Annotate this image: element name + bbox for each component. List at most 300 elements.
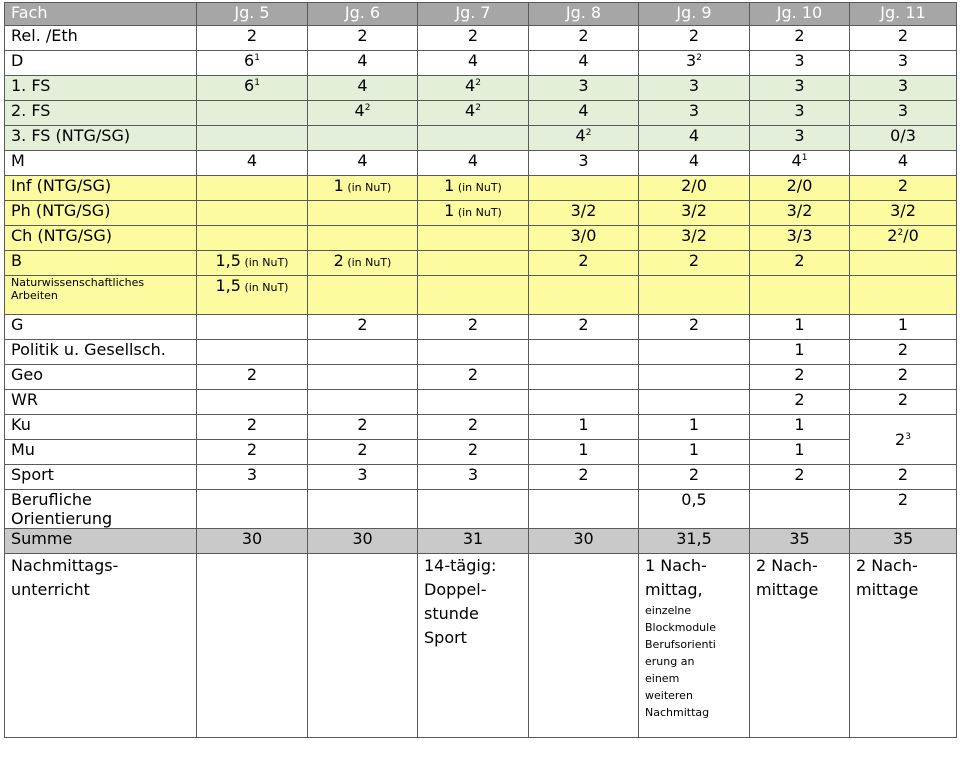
cell-value: 1 xyxy=(897,315,909,334)
value-cell xyxy=(639,51,750,76)
value-cell xyxy=(639,226,750,251)
value-cell xyxy=(197,101,308,126)
value-cell xyxy=(197,201,308,226)
cell-value: 3/0 xyxy=(570,226,597,245)
value-cell xyxy=(750,76,850,101)
small-text-line: Berufsorienti xyxy=(645,638,716,651)
cell-value: 2 xyxy=(357,26,368,45)
nachmittag-jg6 xyxy=(308,554,418,738)
small-text-line: einzelne xyxy=(645,604,692,617)
value-cell xyxy=(308,101,418,126)
footnote-marker: 1 xyxy=(254,53,260,63)
value-cell xyxy=(639,365,750,390)
table-row xyxy=(5,176,957,201)
subject-cell: Ku xyxy=(5,415,197,440)
summe-value: 35 xyxy=(750,529,850,554)
cell-value: 3/2 xyxy=(890,201,916,220)
value-cell xyxy=(197,440,308,465)
cell-value: 2 xyxy=(246,26,258,45)
value-cell xyxy=(850,51,957,76)
value-cell xyxy=(750,226,850,251)
value-cell xyxy=(308,76,418,101)
cell-value: 1 xyxy=(794,440,805,459)
cell-value: 4 xyxy=(575,126,586,145)
value-cell xyxy=(639,490,750,529)
value-cell xyxy=(850,465,957,490)
header-jg8: Jg. 8 xyxy=(529,3,639,26)
cell-value: 4 xyxy=(791,151,802,170)
cell-value: 2 xyxy=(897,490,909,509)
value-cell xyxy=(418,126,529,151)
cell-value: 2 xyxy=(357,440,368,459)
cell-value: 3 xyxy=(688,76,700,95)
cell-value: 2 xyxy=(897,176,909,195)
cell-value: 1 xyxy=(794,415,805,434)
cell-value: 2 xyxy=(578,26,589,45)
value-cell xyxy=(308,276,418,315)
value-cell xyxy=(197,340,308,365)
cell-value: 3 xyxy=(578,76,589,95)
cell-value: 3 xyxy=(686,51,697,70)
value-cell xyxy=(639,251,750,276)
value-cell xyxy=(529,440,639,465)
cell-suffix: /0 xyxy=(903,226,919,245)
value-cell xyxy=(529,76,639,101)
subject-cell: Politik u. Gesellsch. xyxy=(5,340,197,365)
cell-value: 3/2 xyxy=(681,226,707,245)
cell-value: 3 xyxy=(357,465,368,484)
cell-value: 4 xyxy=(688,126,700,145)
value-cell xyxy=(308,365,418,390)
table-row xyxy=(5,340,957,365)
header-jg5: Jg. 5 xyxy=(197,3,308,26)
value-cell xyxy=(418,390,529,415)
value-cell xyxy=(197,126,308,151)
small-text-line: einem xyxy=(645,672,680,685)
value-cell xyxy=(639,440,750,465)
subject-cell: Naturwissenschaftliches Arbeiten xyxy=(5,276,197,315)
value-cell xyxy=(308,151,418,176)
value-cell xyxy=(308,390,418,415)
value-cell xyxy=(418,340,529,365)
value-cell xyxy=(529,465,639,490)
cell-value: 2 xyxy=(467,26,479,45)
value-cell xyxy=(639,151,750,176)
cell-value: 4 xyxy=(578,101,589,120)
value-cell xyxy=(639,201,750,226)
cell-value: 2 xyxy=(578,465,589,484)
nachmittag-jg5 xyxy=(197,554,308,738)
cell-value: 2 xyxy=(467,315,479,334)
cell-value: 3 xyxy=(794,101,805,120)
cell-value: 2 xyxy=(897,340,909,359)
subject-cell: Geo xyxy=(5,365,197,390)
value-cell xyxy=(418,415,529,440)
cell-value: 1 xyxy=(794,315,805,334)
subject-cell: 1. FS xyxy=(5,76,197,101)
cell-value: 2 xyxy=(688,465,700,484)
summe-value: 35 xyxy=(850,529,957,554)
summe-value: 30 xyxy=(529,529,639,554)
footnote-marker: 1 xyxy=(254,78,260,88)
footnote-marker: 1 xyxy=(801,153,808,163)
value-cell xyxy=(418,151,529,176)
value-cell xyxy=(850,26,957,51)
footnote-marker: 2 xyxy=(696,53,702,63)
table-row xyxy=(5,365,957,390)
value-cell xyxy=(197,390,308,415)
cell-value: 2 xyxy=(688,251,700,270)
cell-value: 2 xyxy=(794,251,805,270)
cell-value: 2 xyxy=(897,390,909,409)
cell-value: 2/0 xyxy=(786,176,813,195)
value-cell xyxy=(750,201,850,226)
cell-value: 4 xyxy=(357,151,368,170)
cell-value: 2 xyxy=(794,365,805,384)
value-cell xyxy=(308,440,418,465)
nachmittag-jg9 xyxy=(639,554,750,738)
cell-value: 0/3 xyxy=(890,126,916,145)
value-cell xyxy=(750,126,850,151)
text-line: mittage xyxy=(856,580,919,599)
value-cell xyxy=(850,126,957,151)
header-row xyxy=(5,3,957,26)
value-cell xyxy=(750,276,850,315)
value-cell xyxy=(418,490,529,529)
value-cell xyxy=(308,490,418,529)
small-text-line: Nachmittag xyxy=(645,706,710,719)
cell-value: 3/3 xyxy=(786,226,813,245)
summe-label: Summe xyxy=(5,529,197,554)
value-cell xyxy=(197,176,308,201)
cell-value: 3 xyxy=(897,51,909,70)
footnote-marker: 2 xyxy=(475,78,481,88)
value-cell xyxy=(197,226,308,251)
value-cell xyxy=(418,201,529,226)
cell-value: 2 xyxy=(688,315,700,334)
value-cell xyxy=(850,276,957,315)
value-cell xyxy=(639,276,750,315)
value-cell xyxy=(750,176,850,201)
text-line: unterricht xyxy=(11,580,90,599)
table-row xyxy=(5,26,957,51)
value-cell xyxy=(529,151,639,176)
table-row xyxy=(5,226,957,251)
value-cell xyxy=(639,26,750,51)
cell-value: 2 xyxy=(887,226,898,245)
cell-value: 1,5 xyxy=(215,251,241,270)
cell-value: 3/2 xyxy=(786,201,813,220)
cell-value: 2 xyxy=(357,315,368,334)
value-cell xyxy=(197,251,308,276)
cell-note: (in NuT) xyxy=(240,256,289,269)
summe-value: 30 xyxy=(308,529,418,554)
cell-value: 3 xyxy=(794,126,805,145)
cell-value: 2 xyxy=(357,415,368,434)
cell-value: 1 xyxy=(794,340,805,359)
value-cell xyxy=(308,340,418,365)
cell-value: 6 xyxy=(244,76,255,95)
cell-value: 1 xyxy=(578,415,589,434)
value-cell xyxy=(750,26,850,51)
table-row xyxy=(5,51,957,76)
value-cell xyxy=(750,390,850,415)
value-cell xyxy=(418,440,529,465)
cell-value: 1 xyxy=(444,176,455,195)
subject-cell: Inf (NTG/SG) xyxy=(5,176,197,201)
summe-value: 31,5 xyxy=(639,529,750,554)
header-jg11: Jg. 11 xyxy=(850,3,957,26)
value-cell xyxy=(850,176,957,201)
subject-cell: B xyxy=(5,251,197,276)
cell-value: 2 xyxy=(246,440,258,459)
table-row xyxy=(5,465,957,490)
cell-note: (in NuT) xyxy=(454,181,502,194)
table-row xyxy=(5,151,957,176)
value-cell xyxy=(639,76,750,101)
value-cell xyxy=(308,201,418,226)
value-cell xyxy=(850,340,957,365)
table-row xyxy=(5,276,957,315)
cell-value: 2 xyxy=(895,430,906,449)
subject-cell: WR xyxy=(5,390,197,415)
nachmittag-jg10 xyxy=(750,554,850,738)
text-line: Sport xyxy=(424,628,467,647)
cell-value: 4 xyxy=(357,51,368,70)
value-cell xyxy=(639,340,750,365)
value-cell xyxy=(308,415,418,440)
value-cell xyxy=(418,176,529,201)
cell-value: 2 xyxy=(467,440,479,459)
value-cell xyxy=(529,276,639,315)
subject-cell: Sport xyxy=(5,465,197,490)
value-cell xyxy=(308,51,418,76)
cell-value: 1 xyxy=(578,440,589,459)
cell-value: 4 xyxy=(897,151,909,170)
value-cell xyxy=(308,251,418,276)
value-cell xyxy=(639,126,750,151)
value-cell xyxy=(418,51,529,76)
value-cell xyxy=(850,365,957,390)
cell-value: 2 xyxy=(897,26,909,45)
value-cell xyxy=(197,315,308,340)
nachmittag-row xyxy=(5,554,957,738)
small-text-line: weiteren xyxy=(645,689,693,702)
cell-value: 3/2 xyxy=(681,201,707,220)
cell-value: 2 xyxy=(897,365,909,384)
value-cell xyxy=(529,26,639,51)
value-cell xyxy=(750,490,850,529)
value-cell xyxy=(418,226,529,251)
subject-cell: G xyxy=(5,315,197,340)
subject-cell: Mu xyxy=(5,440,197,465)
cell-value: 2 xyxy=(246,415,258,434)
text-line: mittag, xyxy=(645,580,703,599)
stundentafel-table xyxy=(4,2,957,738)
subject-cell: Ch (NTG/SG) xyxy=(5,226,197,251)
cell-value: 2 xyxy=(794,390,805,409)
cell-value: 4 xyxy=(688,151,700,170)
value-cell xyxy=(529,176,639,201)
text-line: stunde xyxy=(424,604,479,623)
cell-value: 3/2 xyxy=(570,201,597,220)
cell-value: 2 xyxy=(578,315,589,334)
value-cell xyxy=(529,126,639,151)
small-text-line: Blockmodule xyxy=(645,621,716,634)
value-cell xyxy=(850,151,957,176)
footnote-marker: 2 xyxy=(364,103,371,113)
cell-value: 4 xyxy=(465,101,476,120)
value-cell xyxy=(418,465,529,490)
value-cell xyxy=(529,251,639,276)
value-cell xyxy=(750,365,850,390)
value-cell xyxy=(850,390,957,415)
cell-value: 4 xyxy=(467,151,479,170)
cell-value: 6 xyxy=(244,51,255,70)
summe-value: 31 xyxy=(418,529,529,554)
value-cell xyxy=(850,490,957,529)
cell-value: 2 xyxy=(467,365,479,384)
value-cell xyxy=(639,176,750,201)
value-cell xyxy=(639,465,750,490)
small-text-line: erung an xyxy=(645,655,695,668)
cell-value: 3 xyxy=(467,465,479,484)
subject-cell: Rel. /Eth xyxy=(5,26,197,51)
value-cell xyxy=(197,276,308,315)
subject-cell: M xyxy=(5,151,197,176)
value-cell xyxy=(850,76,957,101)
table-row xyxy=(5,251,957,276)
value-cell xyxy=(418,101,529,126)
value-cell xyxy=(850,251,957,276)
table-row xyxy=(5,201,957,226)
value-cell xyxy=(750,51,850,76)
cell-note: (in NuT) xyxy=(454,206,502,219)
value-cell xyxy=(197,51,308,76)
text-line: mittage xyxy=(756,580,819,599)
table-row xyxy=(5,415,957,440)
value-cell xyxy=(529,315,639,340)
value-cell xyxy=(308,176,418,201)
cell-value: 2 xyxy=(794,26,805,45)
subject-cell: 3. FS (NTG/SG) xyxy=(5,126,197,151)
cell-value: 1 xyxy=(333,176,344,195)
subject-cell: 2. FS xyxy=(5,101,197,126)
value-cell xyxy=(418,76,529,101)
nachmittag-label xyxy=(5,554,197,738)
value-cell xyxy=(418,365,529,390)
table-row xyxy=(5,490,957,529)
value-cell xyxy=(639,415,750,440)
footnote-marker: 3 xyxy=(905,432,911,442)
table-row xyxy=(5,440,957,465)
value-cell xyxy=(197,26,308,51)
text-line: 1 Nach- xyxy=(645,556,707,575)
value-cell xyxy=(529,490,639,529)
footnote-marker: 2 xyxy=(585,128,592,138)
header-jg7: Jg. 7 xyxy=(418,3,529,26)
value-cell xyxy=(197,76,308,101)
value-cell xyxy=(197,151,308,176)
value-cell xyxy=(750,440,850,465)
cell-value: 3 xyxy=(897,101,909,120)
text-line: Doppel- xyxy=(424,580,487,599)
value-cell xyxy=(529,390,639,415)
cell-value: 2 xyxy=(467,415,479,434)
value-cell xyxy=(639,390,750,415)
value-cell xyxy=(418,315,529,340)
cell-note: (in NuT) xyxy=(240,281,289,294)
value-cell xyxy=(750,465,850,490)
value-cell xyxy=(639,315,750,340)
cell-value: 1 xyxy=(444,201,455,220)
cell-note: (in NuT) xyxy=(343,256,392,269)
cell-value: 4 xyxy=(246,151,258,170)
value-cell xyxy=(308,226,418,251)
table-row xyxy=(5,126,957,151)
value-cell xyxy=(418,26,529,51)
value-cell xyxy=(750,340,850,365)
subject-cell: D xyxy=(5,51,197,76)
cell-value: 2 xyxy=(246,365,258,384)
subject-cell: Berufliche Orientierung xyxy=(5,490,197,529)
cell-value: 2 xyxy=(897,465,909,484)
value-cell xyxy=(197,415,308,440)
subject-cell: Ph (NTG/SG) xyxy=(5,201,197,226)
table-row xyxy=(5,390,957,415)
text-line: Nachmittags- xyxy=(11,556,119,575)
value-cell xyxy=(197,490,308,529)
table-row xyxy=(5,76,957,101)
cell-value: 3 xyxy=(897,76,909,95)
value-cell xyxy=(308,465,418,490)
value-cell xyxy=(308,126,418,151)
header-jg6: Jg. 6 xyxy=(308,3,418,26)
value-cell xyxy=(529,51,639,76)
text-line: 2 Nach- xyxy=(756,556,818,575)
value-cell xyxy=(639,101,750,126)
value-cell xyxy=(418,251,529,276)
value-cell xyxy=(850,415,957,465)
cell-value: 2 xyxy=(688,26,700,45)
cell-value: 3 xyxy=(578,151,589,170)
cell-value: 2 xyxy=(794,465,805,484)
footnote-marker: 2 xyxy=(897,228,904,238)
cell-value: 3 xyxy=(688,101,700,120)
header-jg10: Jg. 10 xyxy=(750,3,850,26)
summe-row xyxy=(5,529,957,554)
value-cell xyxy=(750,101,850,126)
value-cell xyxy=(850,101,957,126)
nachmittag-jg7 xyxy=(418,554,529,738)
cell-value: 4 xyxy=(465,76,476,95)
cell-value: 1 xyxy=(688,440,700,459)
value-cell xyxy=(197,465,308,490)
cell-value: 0,5 xyxy=(681,490,707,509)
value-cell xyxy=(750,415,850,440)
cell-value: 2 xyxy=(578,251,589,270)
summe-value: 30 xyxy=(197,529,308,554)
value-cell xyxy=(529,340,639,365)
value-cell xyxy=(850,226,957,251)
value-cell xyxy=(750,315,850,340)
header-jg9: Jg. 9 xyxy=(639,3,750,26)
value-cell xyxy=(529,415,639,440)
text-line: 2 Nach- xyxy=(856,556,918,575)
value-cell xyxy=(308,26,418,51)
cell-value: 2/0 xyxy=(681,176,707,195)
cell-value: 1 xyxy=(688,415,700,434)
